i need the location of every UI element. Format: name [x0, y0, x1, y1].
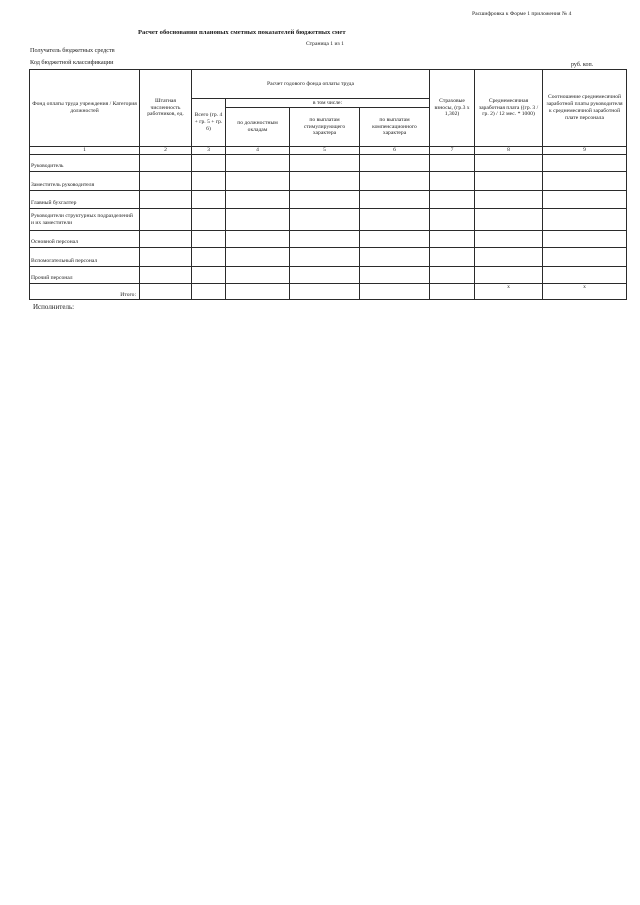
table-cell[interactable] [360, 267, 430, 284]
column-number: 2 [140, 147, 192, 155]
header-avg-salary: Среднемесячная заработная плата ((гр. 3 / гр. 2) / 12 мес. * 1000) [475, 70, 543, 147]
table-cell[interactable] [543, 155, 627, 172]
column-number: 9 [543, 147, 627, 155]
payroll-calculation-table [29, 69, 627, 300]
table-cell[interactable] [226, 191, 290, 209]
table-cell[interactable] [226, 231, 290, 248]
table-cell[interactable] [290, 209, 360, 231]
table-cell[interactable] [290, 231, 360, 248]
page-indicator: Страница 1 из 1 [306, 41, 344, 47]
table-cell[interactable] [430, 191, 475, 209]
table-cell[interactable] [360, 155, 430, 172]
total-col9-mark: х [543, 284, 627, 300]
table-cell[interactable] [475, 155, 543, 172]
total-row [30, 284, 627, 300]
table-cell[interactable] [430, 231, 475, 248]
table-cell[interactable] [430, 172, 475, 191]
table-cell[interactable] [360, 172, 430, 191]
table-cell[interactable] [430, 209, 475, 231]
table-row [30, 209, 627, 231]
table-cell[interactable] [140, 267, 192, 284]
table-cell[interactable] [140, 172, 192, 191]
table-cell[interactable] [192, 248, 226, 267]
table-cell[interactable] [360, 209, 430, 231]
table-cell[interactable] [192, 191, 226, 209]
table-row [30, 248, 627, 267]
column-number: 5 [290, 147, 360, 155]
table-cell[interactable] [226, 155, 290, 172]
table-row [30, 191, 627, 209]
table-cell[interactable] [430, 248, 475, 267]
row-label: Заместитель руководителя [30, 172, 140, 191]
header-including: в том числе: [226, 99, 430, 108]
table-cell[interactable] [140, 231, 192, 248]
header-ratio: Соотношение среднемесячной заработной платы руководителя к среднемесячной заработной плате персонала [543, 70, 627, 147]
row-label: Вспомогательный персонал [30, 248, 140, 267]
budget-code-label: Код бюджетной классификации [30, 59, 114, 66]
table-cell[interactable] [226, 267, 290, 284]
table-cell[interactable] [543, 209, 627, 231]
header-incentive: по выплатам стимулирующего характера [290, 108, 360, 147]
table-cell[interactable] [543, 248, 627, 267]
table-cell[interactable] [290, 284, 360, 300]
recipient-label: Получатель бюджетных средств [30, 47, 115, 54]
table-cell[interactable] [192, 267, 226, 284]
document-title: Расчет обоснования плановых сметных показателей бюджетных смет [138, 29, 346, 36]
header-category: Фонд оплаты труда учреждения / Категория должностей [30, 70, 140, 147]
header-compensation: по выплатам компенсационного характера [360, 108, 430, 147]
table-cell[interactable] [543, 267, 627, 284]
table-cell[interactable] [140, 191, 192, 209]
header-total: Всего (гр. 4 + гр. 5 + гр. 6) [192, 99, 226, 147]
header-insurance: Страховые взносы, (гр.3 х 1,302) [430, 70, 475, 147]
column-number: 6 [360, 147, 430, 155]
table-cell[interactable] [430, 155, 475, 172]
table-cell[interactable] [543, 191, 627, 209]
row-label: Руководитель [30, 155, 140, 172]
column-number: 4 [226, 147, 290, 155]
row-label: Прочий персонал [30, 267, 140, 284]
table-cell[interactable] [543, 231, 627, 248]
total-col8-mark: х [475, 284, 543, 300]
table-cell[interactable] [226, 209, 290, 231]
table-cell[interactable] [475, 172, 543, 191]
table-cell[interactable] [475, 209, 543, 231]
column-number: 1 [30, 147, 140, 155]
table-cell[interactable] [360, 284, 430, 300]
column-numbers-row [30, 147, 627, 155]
table-cell[interactable] [475, 267, 543, 284]
appendix-reference: Расшифровка к Форме 1 приложения № 4 [472, 11, 572, 17]
table-cell[interactable] [430, 284, 475, 300]
header-headcount: Штатная численность работников, ед. [140, 70, 192, 147]
row-label: Руководители структурных подразделений и их заместители [30, 209, 140, 231]
table-cell[interactable] [226, 172, 290, 191]
table-cell[interactable] [543, 172, 627, 191]
table-cell[interactable] [140, 284, 192, 300]
column-number: 8 [475, 147, 543, 155]
table-cell[interactable] [290, 172, 360, 191]
table-row [30, 155, 627, 172]
units-label: руб. коп. [571, 62, 594, 68]
table-cell[interactable] [192, 172, 226, 191]
table-cell[interactable] [290, 191, 360, 209]
header-salaries: по должностным окладам [226, 108, 290, 147]
column-number: 7 [430, 147, 475, 155]
header-fund-group: Расчет годового фонда оплаты труда [192, 70, 430, 99]
table-cell[interactable] [192, 284, 226, 300]
table-cell[interactable] [192, 209, 226, 231]
table-cell[interactable] [226, 248, 290, 267]
total-label: Итого: [30, 284, 140, 300]
table-row [30, 267, 627, 284]
table-cell[interactable] [430, 267, 475, 284]
table-cell[interactable] [140, 209, 192, 231]
row-label: Главный бухгалтер [30, 191, 140, 209]
table-cell[interactable] [360, 191, 430, 209]
table-cell[interactable] [360, 248, 430, 267]
table-row [30, 172, 627, 191]
column-number: 3 [192, 147, 226, 155]
row-label: Основной персонал [30, 231, 140, 248]
table-cell[interactable] [475, 191, 543, 209]
table-cell[interactable] [360, 231, 430, 248]
table-cell[interactable] [140, 155, 192, 172]
table-cell[interactable] [226, 284, 290, 300]
table-cell[interactable] [140, 248, 192, 267]
table-cell[interactable] [192, 231, 226, 248]
table-cell[interactable] [475, 231, 543, 248]
table-cell[interactable] [290, 155, 360, 172]
executor-label: Исполнитель: [33, 303, 75, 311]
table-cell[interactable] [290, 248, 360, 267]
table-cell[interactable] [192, 155, 226, 172]
table-cell[interactable] [475, 248, 543, 267]
table-row [30, 231, 627, 248]
table-cell[interactable] [290, 267, 360, 284]
